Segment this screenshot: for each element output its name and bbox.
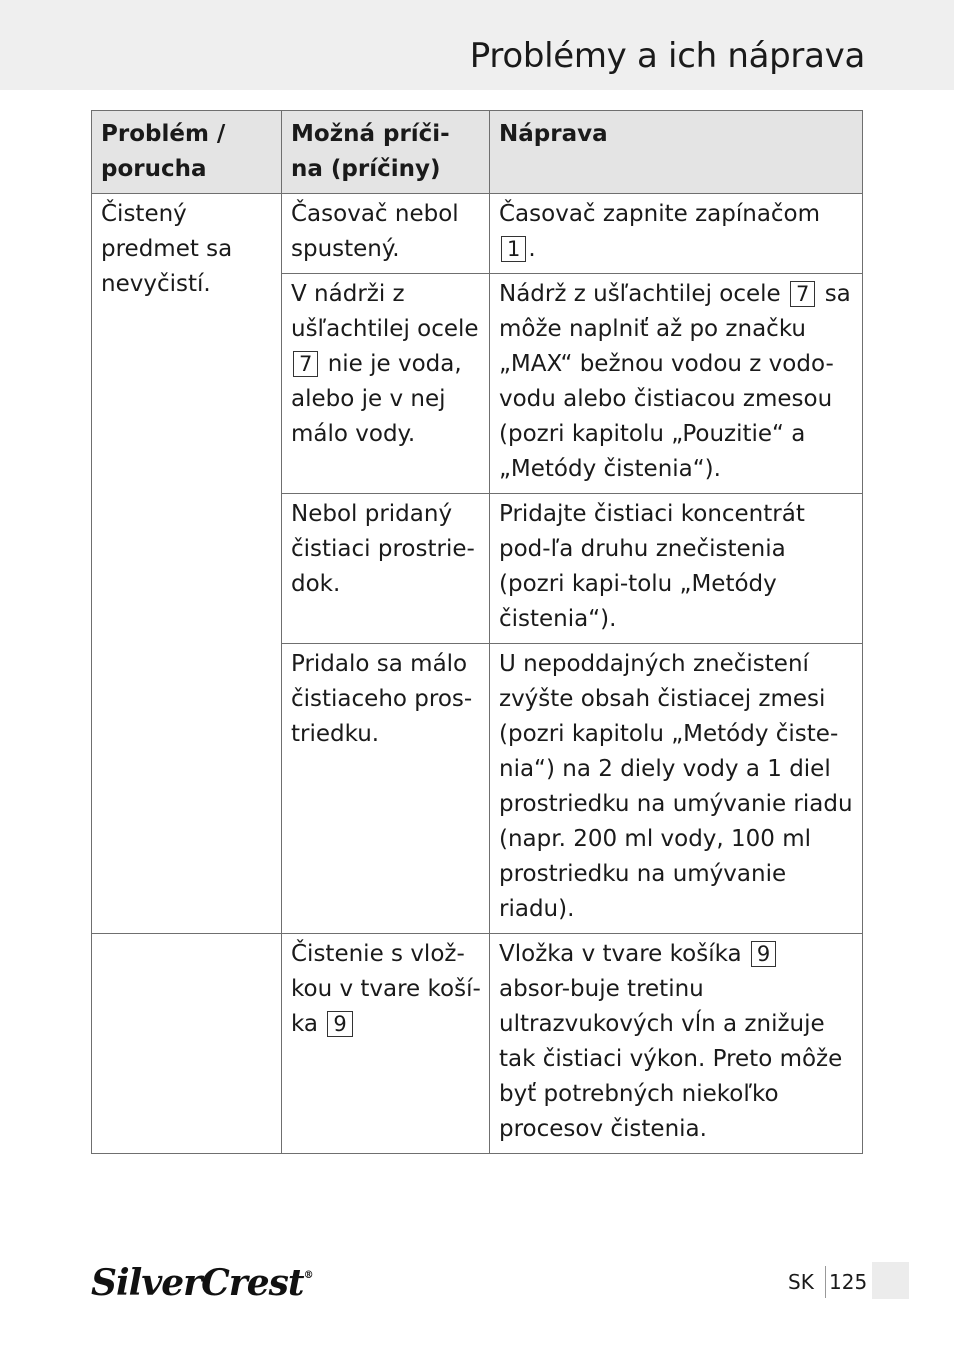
cause-text: nie je voda, alebo je v nej málo vody. <box>291 351 462 447</box>
header-cause: Možná príči-na (príčiny) <box>282 111 490 194</box>
problem-cell <box>92 934 282 1154</box>
brand-name: SilverCrest <box>91 1262 304 1304</box>
part-ref: 7 <box>293 351 318 377</box>
footer-divider <box>825 1266 826 1298</box>
page-number: 125 <box>829 1270 868 1294</box>
fix-cell: Pridajte čistiaci koncentrát pod-ľa druhu znečistenia (pozri kapi-tolu „Metódy čistenia“). <box>490 494 863 644</box>
page-tab-marker <box>872 1262 909 1299</box>
fix-text: sa môže naplniť až po značku „MAX“ bežnou vodou z vodo-vodu alebo čistiacou zmesou (pozri kapitolu „Pouzitie“ a „Metódy čistenia“). <box>499 281 851 482</box>
part-ref: 1 <box>501 236 526 262</box>
registered-mark: ® <box>303 1270 313 1281</box>
fix-cell <box>490 274 863 494</box>
cause-cell: Pridalo sa málo čistiaceho pros-triedku. <box>282 644 490 934</box>
brand-logo <box>91 1262 313 1304</box>
cause-cell <box>282 934 490 1154</box>
troubleshooting-table <box>91 110 863 1154</box>
header-fix: Náprava <box>490 111 863 194</box>
fix-text: absor-buje tretinu ultrazvukových vĺn a znižuje tak čistiaci výkon. Preto môže byť potrebných niekoľko procesov čistenia. <box>499 976 843 1142</box>
fix-text: Vložka v tvare košíka <box>499 941 742 967</box>
fix-text: . <box>528 236 536 262</box>
fix-cell <box>490 934 863 1154</box>
table-row <box>92 934 863 1154</box>
language-code: SK <box>788 1270 814 1294</box>
fix-cell: U nepoddajných znečistení zvýšte obsah čistiacej zmesi (pozri kapitolu „Metódy čiste-nia“) na 2 diely vody a 1 diel prostriedku na umývanie riadu (napr. 200 ml vody, 100 ml prostriedku na umývanie riadu). <box>490 644 863 934</box>
header-problem: Problém / porucha <box>92 111 282 194</box>
fix-text: Nádrž z ušľachtilej ocele <box>499 281 781 307</box>
cause-text: Čistenie s vlož-kou v tvare koší-ka <box>291 941 481 1037</box>
part-ref: 7 <box>790 281 815 307</box>
fix-cell <box>490 194 863 274</box>
cause-cell <box>282 274 490 494</box>
part-ref: 9 <box>751 941 776 967</box>
page-title: Problémy a ich náprava <box>469 36 865 76</box>
table-row <box>92 194 863 274</box>
table-header-row <box>92 111 863 194</box>
problem-cell: Čistený predmet sa nevyčistí. <box>92 194 282 934</box>
cause-cell: Časovač nebol spustený. <box>282 194 490 274</box>
cause-text: V nádrži z ušľachtilej ocele <box>291 281 479 342</box>
fix-text: Časovač zapnite zapínačom <box>499 201 821 227</box>
cause-cell: Nebol pridaný čistiaci prostrie-dok. <box>282 494 490 644</box>
part-ref: 9 <box>327 1011 352 1037</box>
